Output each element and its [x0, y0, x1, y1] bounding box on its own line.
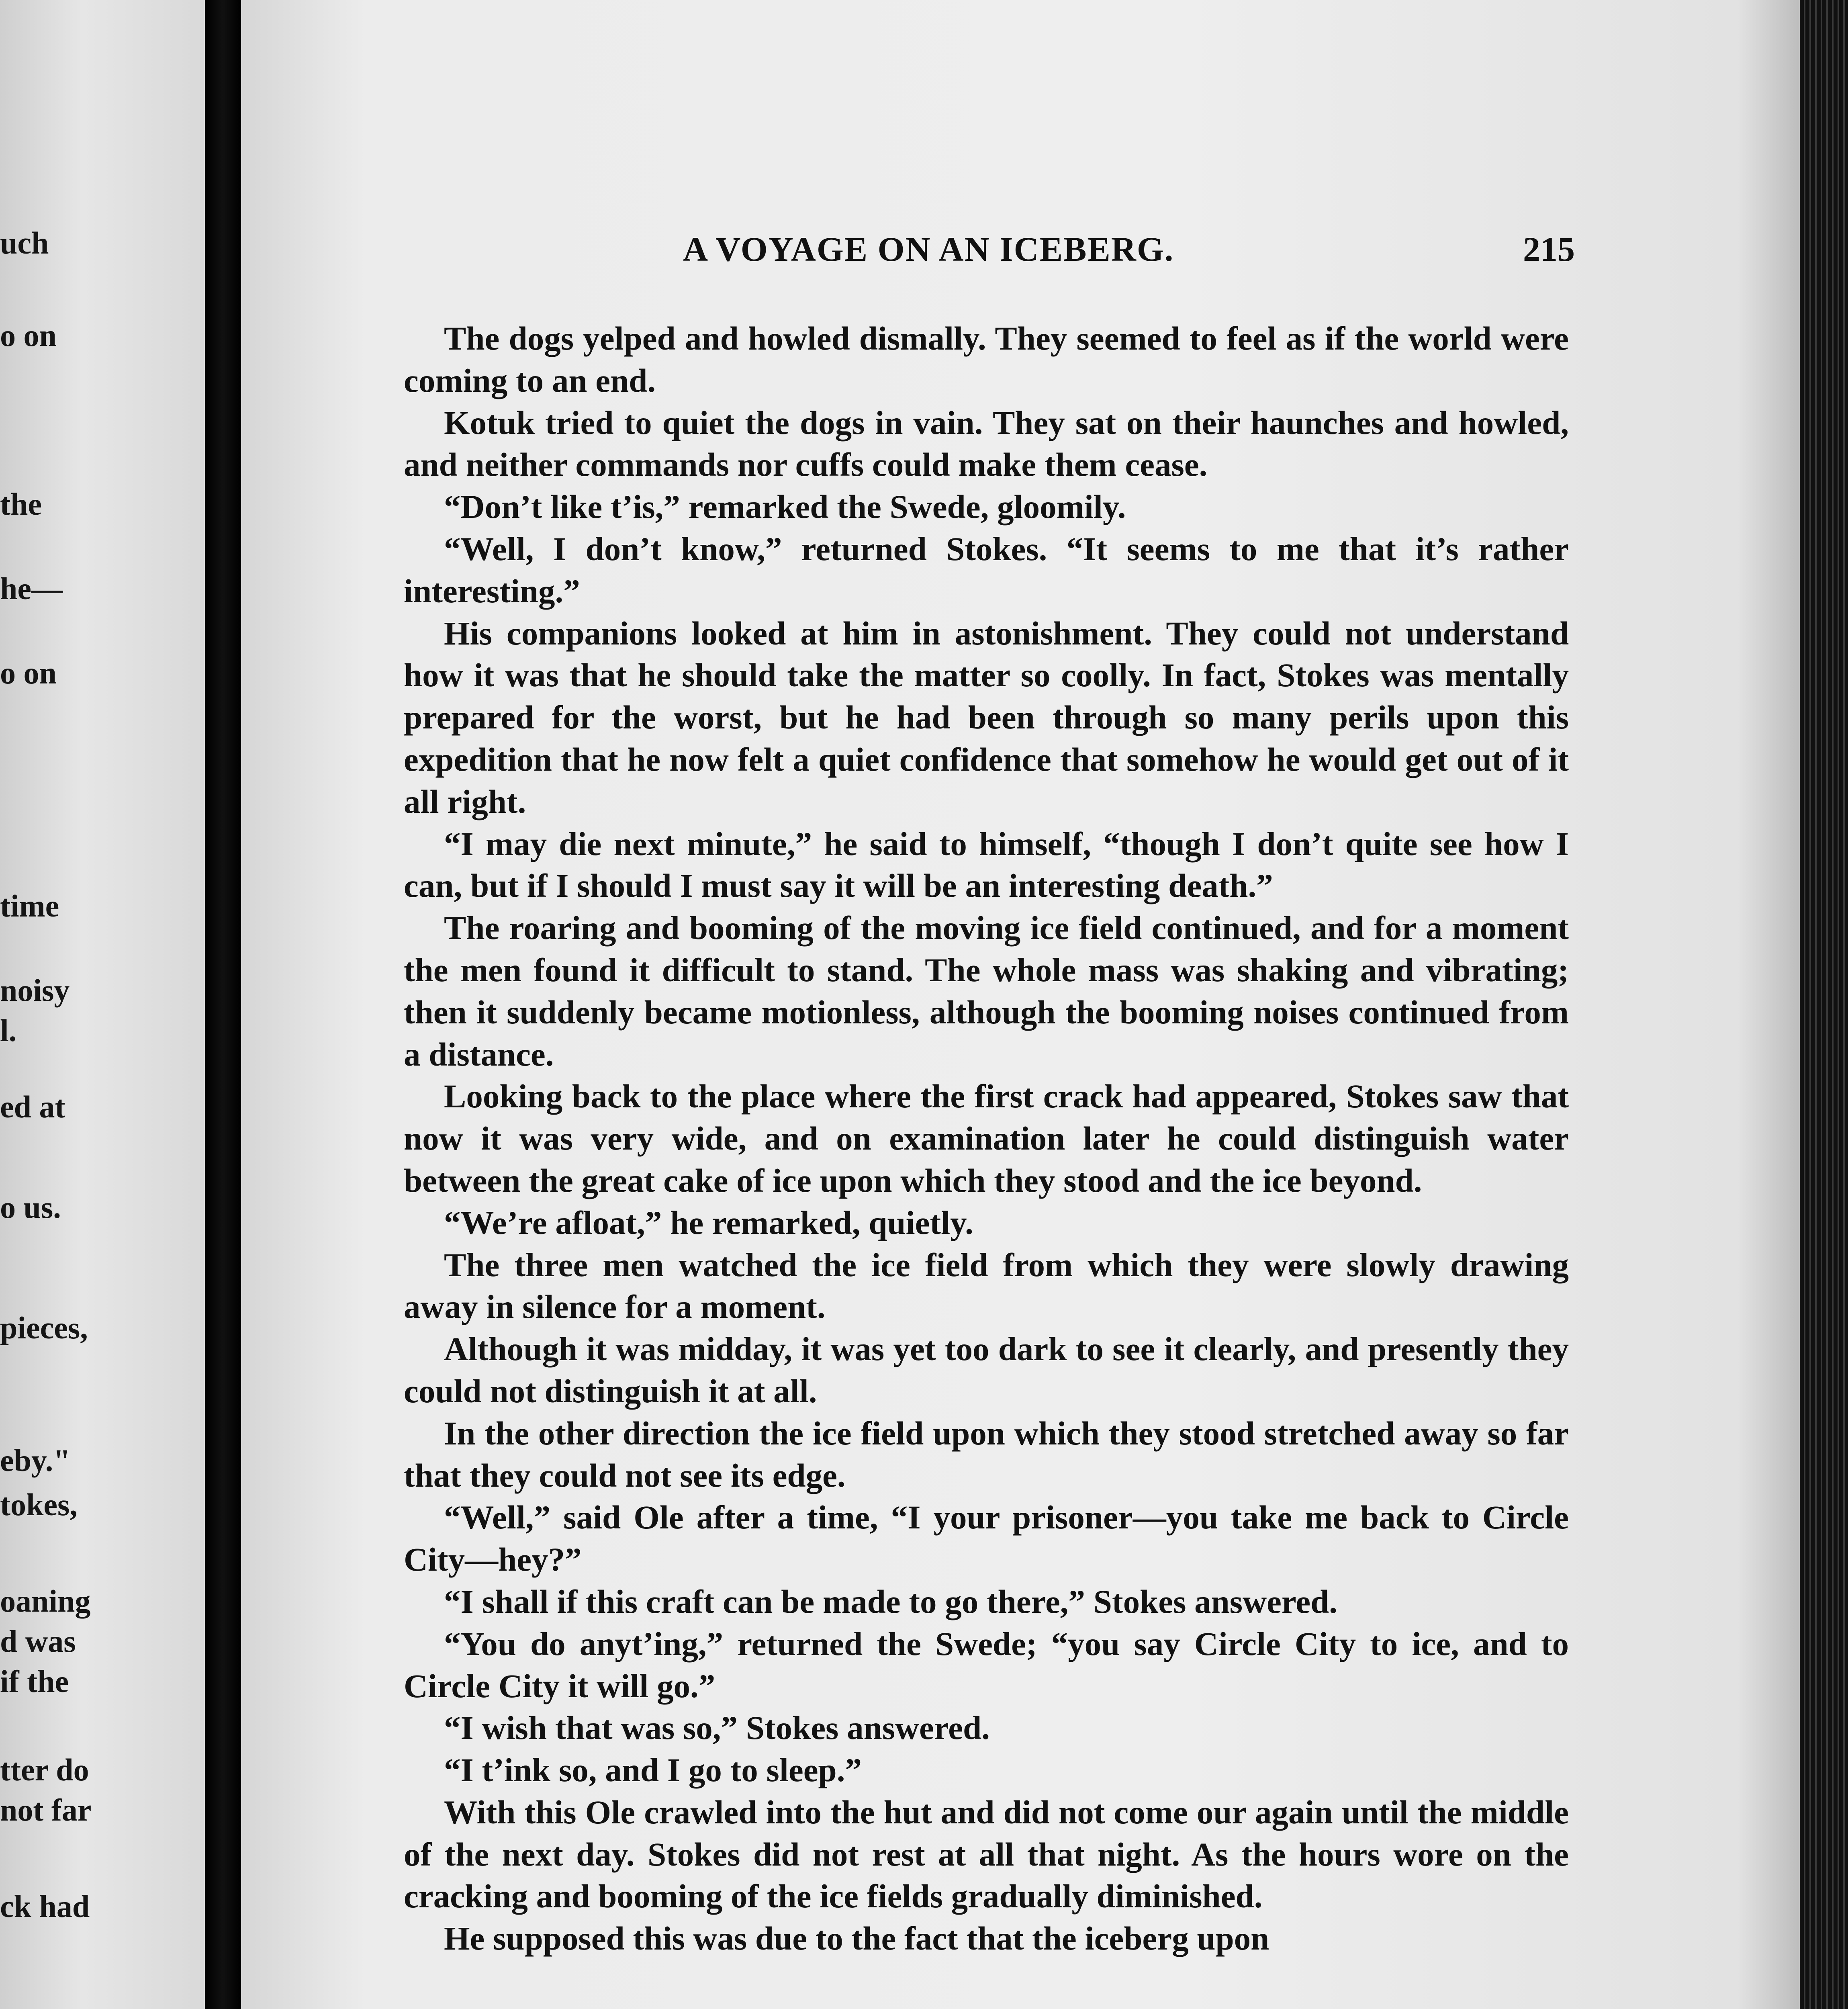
running-title: A VOYAGE ON AN ICEBERG. — [683, 230, 1174, 268]
facing-page-fragment: ck had — [0, 1889, 90, 1924]
facing-page-fragment: d was — [0, 1624, 76, 1659]
facing-page-fragment: tokes, — [0, 1487, 78, 1522]
paragraph: “Well, I don’t know,” returned Stokes. “It seems to me that it’s rather interesting.” — [404, 530, 1569, 610]
paragraph: With this Ole crawled into the hut and did not come our again until the middle of the next day. Stokes did not rest at all that night. As the hours wore on the cracking and booming of the ice fields gradually diminished. — [404, 1793, 1569, 1915]
facing-page-fragment: ed at — [0, 1089, 65, 1124]
paragraph: “Don’t like t’is,” remarked the Swede, gloomily. — [444, 488, 1126, 526]
paragraph: “I t’ink so, and I go to sleep.” — [444, 1751, 862, 1789]
facing-page-fragment: pieces, — [0, 1310, 88, 1345]
facing-page-fragment: the — [0, 487, 42, 522]
paragraph: “We’re afloat,” he remarked, quietly. — [444, 1204, 973, 1241]
paragraph: “Well,” said Ole after a time, “I your prisoner—you take me back to Circle City—hey?” — [404, 1499, 1569, 1578]
facing-page-fragment: uch — [0, 225, 49, 260]
facing-page-fragment: noisy — [0, 973, 70, 1008]
page-stack-edge — [1800, 0, 1848, 2009]
paragraph: “I may die next minute,” he said to himself, “though I don’t quite see how I can, but if I should I must say it will be an interesting death.” — [404, 825, 1569, 904]
facing-page-fragment: l. — [0, 1013, 17, 1048]
book-gutter — [205, 0, 241, 2009]
paragraph: The three men watched the ice field from which they were slowly drawing away in silence for a moment. — [404, 1246, 1569, 1326]
facing-page-fragment: o on — [0, 655, 57, 690]
paragraph: “You do anyt’ing,” returned the Swede; “you say Circle City to ice, and to Circle City it will go.” — [404, 1625, 1569, 1704]
facing-page-fragment: he— — [0, 571, 63, 606]
facing-page-fragment: o us. — [0, 1190, 61, 1225]
paragraph: In the other direction the ice field upon which they stood stretched away so far that they could not see its edge. — [404, 1414, 1569, 1494]
facing-page-fragment: oaning — [0, 1583, 91, 1618]
paragraph: He supposed this was due to the fact that the iceberg upon — [444, 1920, 1269, 1957]
facing-page-fragment: tter do — [0, 1752, 89, 1787]
facing-page-fragment: o on — [0, 318, 57, 353]
facing-page-fragment: if the — [0, 1664, 69, 1699]
facing-page-fragment: not far — [0, 1792, 92, 1827]
paragraph: The dogs yelped and howled dismally. They seemed to feel as if the world were coming to an end. — [404, 320, 1569, 399]
page-header — [402, 229, 1575, 273]
paragraph: “I shall if this craft can be made to go there,” Stokes answered. — [444, 1583, 1337, 1620]
facing-page-fragment: eby." — [0, 1443, 71, 1478]
facing-page-fragment: time — [0, 888, 59, 923]
paragraph: “I wish that was so,” Stokes answered. — [444, 1709, 990, 1747]
paragraph: Although it was midday, it was yet too dark to see it clearly, and presently they could not distinguish it at all. — [404, 1330, 1569, 1410]
paragraph: Kotuk tried to quiet the dogs in vain. They sat on their haunches and howled, and neither commands nor cuffs could make them cease. — [404, 404, 1569, 483]
page-number: 215 — [1523, 230, 1575, 268]
paragraph: Looking back to the place where the first crack had appeared, Stokes saw that now it was very wide, and on examination later he could distinguish water between the great cake of ice upon which they stood and the ice beyond. — [404, 1078, 1569, 1199]
paragraph: The roaring and booming of the moving ice field continued, and for a moment the men found it difficult to stand. The whole mass was shaking and vibrating; then it suddenly became motionless, although the booming noises continued from a distance. — [404, 909, 1569, 1073]
facing-page-text-fragments — [0, 0, 205, 2009]
paragraph: His companions looked at him in astonishment. They could not understand how it was that he should take the matter so coolly. In fact, Stokes was mentally prepared for the worst, but he had been through so many perils upon this expedition that he now felt a quiet confidence that somehow he would get out of it all right. — [404, 614, 1569, 820]
page-body — [404, 317, 1569, 1960]
